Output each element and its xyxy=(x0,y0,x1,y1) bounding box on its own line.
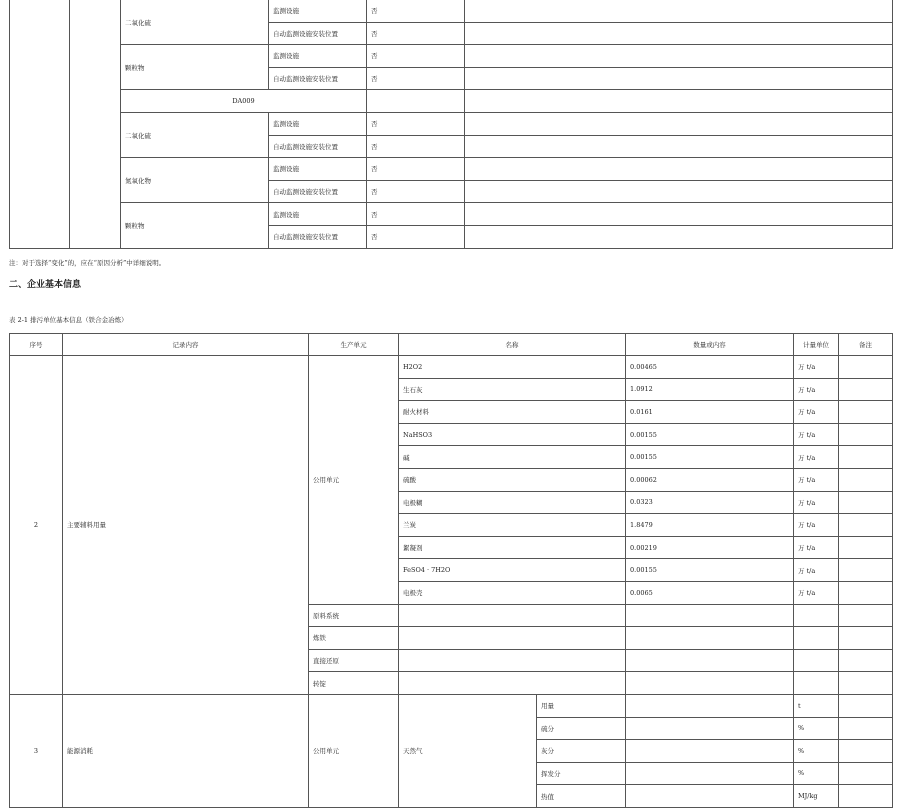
fuel-cell: 天然气 xyxy=(399,694,537,807)
material-name: 耐火材料 xyxy=(399,401,626,424)
empty-cell xyxy=(794,604,839,627)
empty-cell xyxy=(465,225,893,248)
pollutant-cell: 颗粒物 xyxy=(121,203,269,248)
empty-cell xyxy=(626,785,794,808)
table-row xyxy=(10,45,893,68)
header-measure: 计量单位 xyxy=(794,334,839,356)
energy-unit: MJ/kg xyxy=(794,785,839,808)
header-remark: 备注 xyxy=(839,334,893,356)
item-cell: 监测设施 xyxy=(269,203,367,226)
material-qty: 1.8479 xyxy=(626,514,794,537)
header-unit: 生产单元 xyxy=(309,334,399,356)
energy-item: 挥发分 xyxy=(537,762,626,785)
remark-cell xyxy=(839,627,893,650)
material-name: 电极糊 xyxy=(399,491,626,514)
item-cell: 监测设施 xyxy=(269,0,367,22)
material-name: H2O2 xyxy=(399,356,626,379)
empty-cell xyxy=(626,649,794,672)
material-unit: 万 t/a xyxy=(794,401,839,424)
item-cell: 自动监测设施安装位置 xyxy=(269,225,367,248)
remark-cell xyxy=(839,604,893,627)
pollutant-cell: 二氧化硫 xyxy=(121,112,269,157)
table-row xyxy=(10,694,893,717)
material-qty: 0.00062 xyxy=(626,468,794,491)
remark-cell xyxy=(839,536,893,559)
remark-cell xyxy=(839,740,893,763)
empty-cell xyxy=(626,627,794,650)
remark-cell xyxy=(839,491,893,514)
material-name: 硫酸 xyxy=(399,468,626,491)
empty-cell xyxy=(399,649,626,672)
empty-cell xyxy=(465,135,893,158)
material-unit: 万 t/a xyxy=(794,581,839,604)
pollutant-cell: 氮氧化物 xyxy=(121,158,269,203)
header-qty: 数量或内容 xyxy=(626,334,794,356)
material-name: 兰炭 xyxy=(399,514,626,537)
empty-cell xyxy=(399,604,626,627)
energy-unit: t xyxy=(794,694,839,717)
item-cell: 自动监测设施安装位置 xyxy=(269,22,367,45)
empty-cell xyxy=(626,604,794,627)
energy-item: 灰分 xyxy=(537,740,626,763)
energy-unit: % xyxy=(794,762,839,785)
remark-cell xyxy=(839,694,893,717)
table-row xyxy=(10,158,893,181)
answer-cell: 否 xyxy=(367,158,465,181)
remark-cell xyxy=(839,762,893,785)
seq-cell: 2 xyxy=(10,356,63,695)
remark-cell xyxy=(839,559,893,582)
seq-cell: 3 xyxy=(10,694,63,807)
table-row xyxy=(10,112,893,135)
remark-cell xyxy=(839,356,893,379)
remark-cell xyxy=(839,468,893,491)
remark-cell xyxy=(839,785,893,808)
remark-cell xyxy=(839,649,893,672)
empty-cell xyxy=(367,90,465,113)
unit-cell: 炼铁 xyxy=(309,627,399,650)
material-qty: 0.0161 xyxy=(626,401,794,424)
pollutant-cell: 二氧化硫 xyxy=(121,0,269,45)
material-unit: 万 t/a xyxy=(794,491,839,514)
material-name: 碱 xyxy=(399,446,626,469)
empty-cell xyxy=(399,627,626,650)
table-body xyxy=(10,356,893,808)
answer-cell: 否 xyxy=(367,112,465,135)
material-unit: 万 t/a xyxy=(794,446,839,469)
unit-cell: 转锭 xyxy=(309,672,399,695)
table-caption: 表 2-1 排污单位基本信息（铁合金冶炼） xyxy=(9,316,128,324)
remark-cell xyxy=(839,514,893,537)
remark-cell xyxy=(839,423,893,446)
item-cell: 自动监测设施安装位置 xyxy=(269,135,367,158)
pollutant-cell: 颗粒物 xyxy=(121,45,269,90)
answer-cell: 否 xyxy=(367,0,465,22)
empty-cell xyxy=(465,180,893,203)
empty-cell xyxy=(626,740,794,763)
material-qty: 0.0065 xyxy=(626,581,794,604)
record-cell: 主要辅料用量 xyxy=(63,356,309,695)
material-name: 电极壳 xyxy=(399,581,626,604)
empty-cell xyxy=(10,0,70,248)
answer-cell: 否 xyxy=(367,45,465,68)
empty-cell xyxy=(626,717,794,740)
table-note: 注：对于选择“变化”的，应在“原因分析”中详细说明。 xyxy=(9,259,166,267)
header-row xyxy=(10,334,893,356)
remark-cell xyxy=(839,717,893,740)
remark-cell xyxy=(839,672,893,695)
monitoring-table xyxy=(9,0,893,249)
item-cell: 监测设施 xyxy=(269,158,367,181)
item-cell: 监测设施 xyxy=(269,45,367,68)
empty-cell xyxy=(626,762,794,785)
remark-cell xyxy=(839,581,893,604)
answer-cell: 否 xyxy=(367,203,465,226)
material-unit: 万 t/a xyxy=(794,514,839,537)
material-name: 絮凝剂 xyxy=(399,536,626,559)
energy-unit: % xyxy=(794,740,839,763)
unit-cell: 直接还原 xyxy=(309,649,399,672)
record-cell: 能源消耗 xyxy=(63,694,309,807)
header-seq: 序号 xyxy=(10,334,63,356)
unit-cell: 公用单元 xyxy=(309,694,399,807)
unit-cell: 公用单元 xyxy=(309,356,399,605)
material-qty: 0.00155 xyxy=(626,423,794,446)
empty-cell xyxy=(794,627,839,650)
material-unit: 万 t/a xyxy=(794,536,839,559)
material-qty: 0.00155 xyxy=(626,446,794,469)
item-cell: 自动监测设施安装位置 xyxy=(269,67,367,90)
remark-cell xyxy=(839,401,893,424)
empty-cell xyxy=(465,45,893,68)
material-unit: 万 t/a xyxy=(794,468,839,491)
energy-item: 硫分 xyxy=(537,717,626,740)
empty-cell xyxy=(465,158,893,181)
answer-cell: 否 xyxy=(367,135,465,158)
material-qty: 0.00465 xyxy=(626,356,794,379)
table-row xyxy=(10,356,893,379)
item-cell: 监测设施 xyxy=(269,112,367,135)
energy-unit: % xyxy=(794,717,839,740)
empty-cell xyxy=(70,0,121,248)
remark-cell xyxy=(839,378,893,401)
item-cell: 自动监测设施安装位置 xyxy=(269,180,367,203)
table-row xyxy=(10,0,893,22)
empty-cell xyxy=(794,649,839,672)
empty-cell xyxy=(399,672,626,695)
empty-cell xyxy=(465,203,893,226)
table-row xyxy=(10,203,893,226)
energy-item: 热值 xyxy=(537,785,626,808)
answer-cell: 否 xyxy=(367,180,465,203)
material-unit: 万 t/a xyxy=(794,356,839,379)
empty-cell xyxy=(626,672,794,695)
empty-cell xyxy=(794,672,839,695)
empty-cell xyxy=(465,22,893,45)
answer-cell: 否 xyxy=(367,22,465,45)
energy-item: 用量 xyxy=(537,694,626,717)
section-title: 二、企业基本信息 xyxy=(9,280,82,290)
unit-cell: 原料系统 xyxy=(309,604,399,627)
material-qty: 0.00155 xyxy=(626,559,794,582)
outlet-cell: DA009 xyxy=(121,90,367,113)
answer-cell: 否 xyxy=(367,67,465,90)
material-name: NaHSO3 xyxy=(399,423,626,446)
material-unit: 万 t/a xyxy=(794,378,839,401)
empty-cell xyxy=(626,694,794,717)
material-name: FeSO4 · 7H2O xyxy=(399,559,626,582)
material-qty: 0.00219 xyxy=(626,536,794,559)
material-name: 生石灰 xyxy=(399,378,626,401)
header-name: 名称 xyxy=(399,334,626,356)
enterprise-info-table xyxy=(9,333,893,808)
material-unit: 万 t/a xyxy=(794,423,839,446)
empty-cell xyxy=(465,67,893,90)
table-row xyxy=(10,90,893,113)
answer-cell: 否 xyxy=(367,225,465,248)
material-unit: 万 t/a xyxy=(794,559,839,582)
material-qty: 1.0912 xyxy=(626,378,794,401)
empty-cell xyxy=(465,90,893,113)
material-qty: 0.0323 xyxy=(626,491,794,514)
remark-cell xyxy=(839,446,893,469)
empty-cell xyxy=(465,0,893,22)
header-record: 记录内容 xyxy=(63,334,309,356)
empty-cell xyxy=(465,112,893,135)
